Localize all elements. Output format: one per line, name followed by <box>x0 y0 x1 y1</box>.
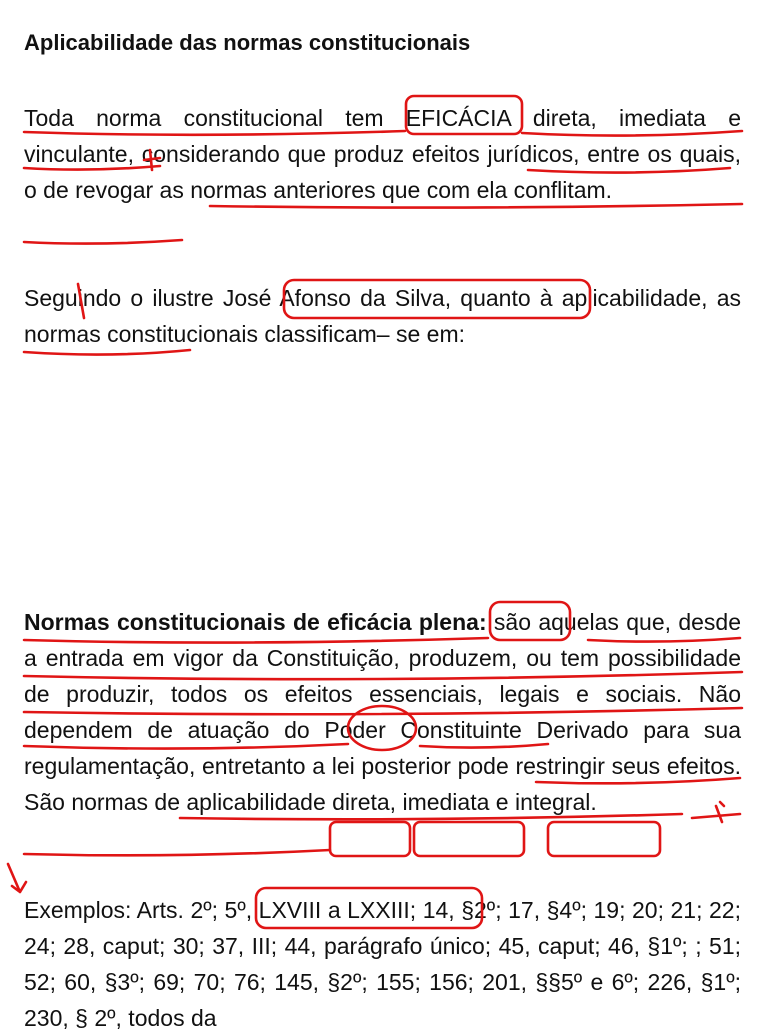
full-efficacy-body: são aquelas que, desde a entrada em vigor da Constituição, produzem, ou tem possibilidade de produzir, todos os efeitos essenciais, legais e sociais. Não dependem de atuação do Poder Constituinte Derivado para sua regulamentação, entretanto a lei posterior pode restringir seus efeitos. São normas de aplicabilidade direta, imediata e integral. <box>24 609 741 815</box>
paragraph-efficacy: Toda norma constitucional tem EFICÁCIA direta, imediata e vinculante, considerando que produz efeitos jurídicos, entre os quais, o de revogar as normas anteriores que com ela conflitam. <box>24 105 741 203</box>
arrow-examples <box>8 864 26 892</box>
full-efficacy-label: Normas constitucionais de eficácia plena: <box>24 609 487 635</box>
underline-ela-conflitam <box>24 240 182 244</box>
paragraph-examples: Exemplos: Arts. 2º; 5º, LXVIII a LXXIII; 14, §2º; 17, §4º; 19; 20; 21; 22; 24; 28, caput; 30; 37, III; 44, parágrafo único; 45, caput; 46, §1º; ; 51; 52; 60, §3º; 69; 70; 76; 145, §2º; 155; 156; 201, §§5º e 6º; 226, §1º; 230, § 2º, todos da <box>24 897 741 1031</box>
circle-direta <box>330 822 410 856</box>
document-title: Aplicabilidade das normas constitucionais <box>24 30 471 55</box>
underline-line7 <box>24 850 330 855</box>
circle-integral <box>548 822 660 856</box>
circle-imediata <box>414 822 524 856</box>
paragraph-classification: Seguindo o ilustre José Afonso da Silva, quanto à aplicabilidade, as normas constitucionais classificam– se em: <box>24 285 741 347</box>
paragraph-full-efficacy <box>24 604 741 820</box>
